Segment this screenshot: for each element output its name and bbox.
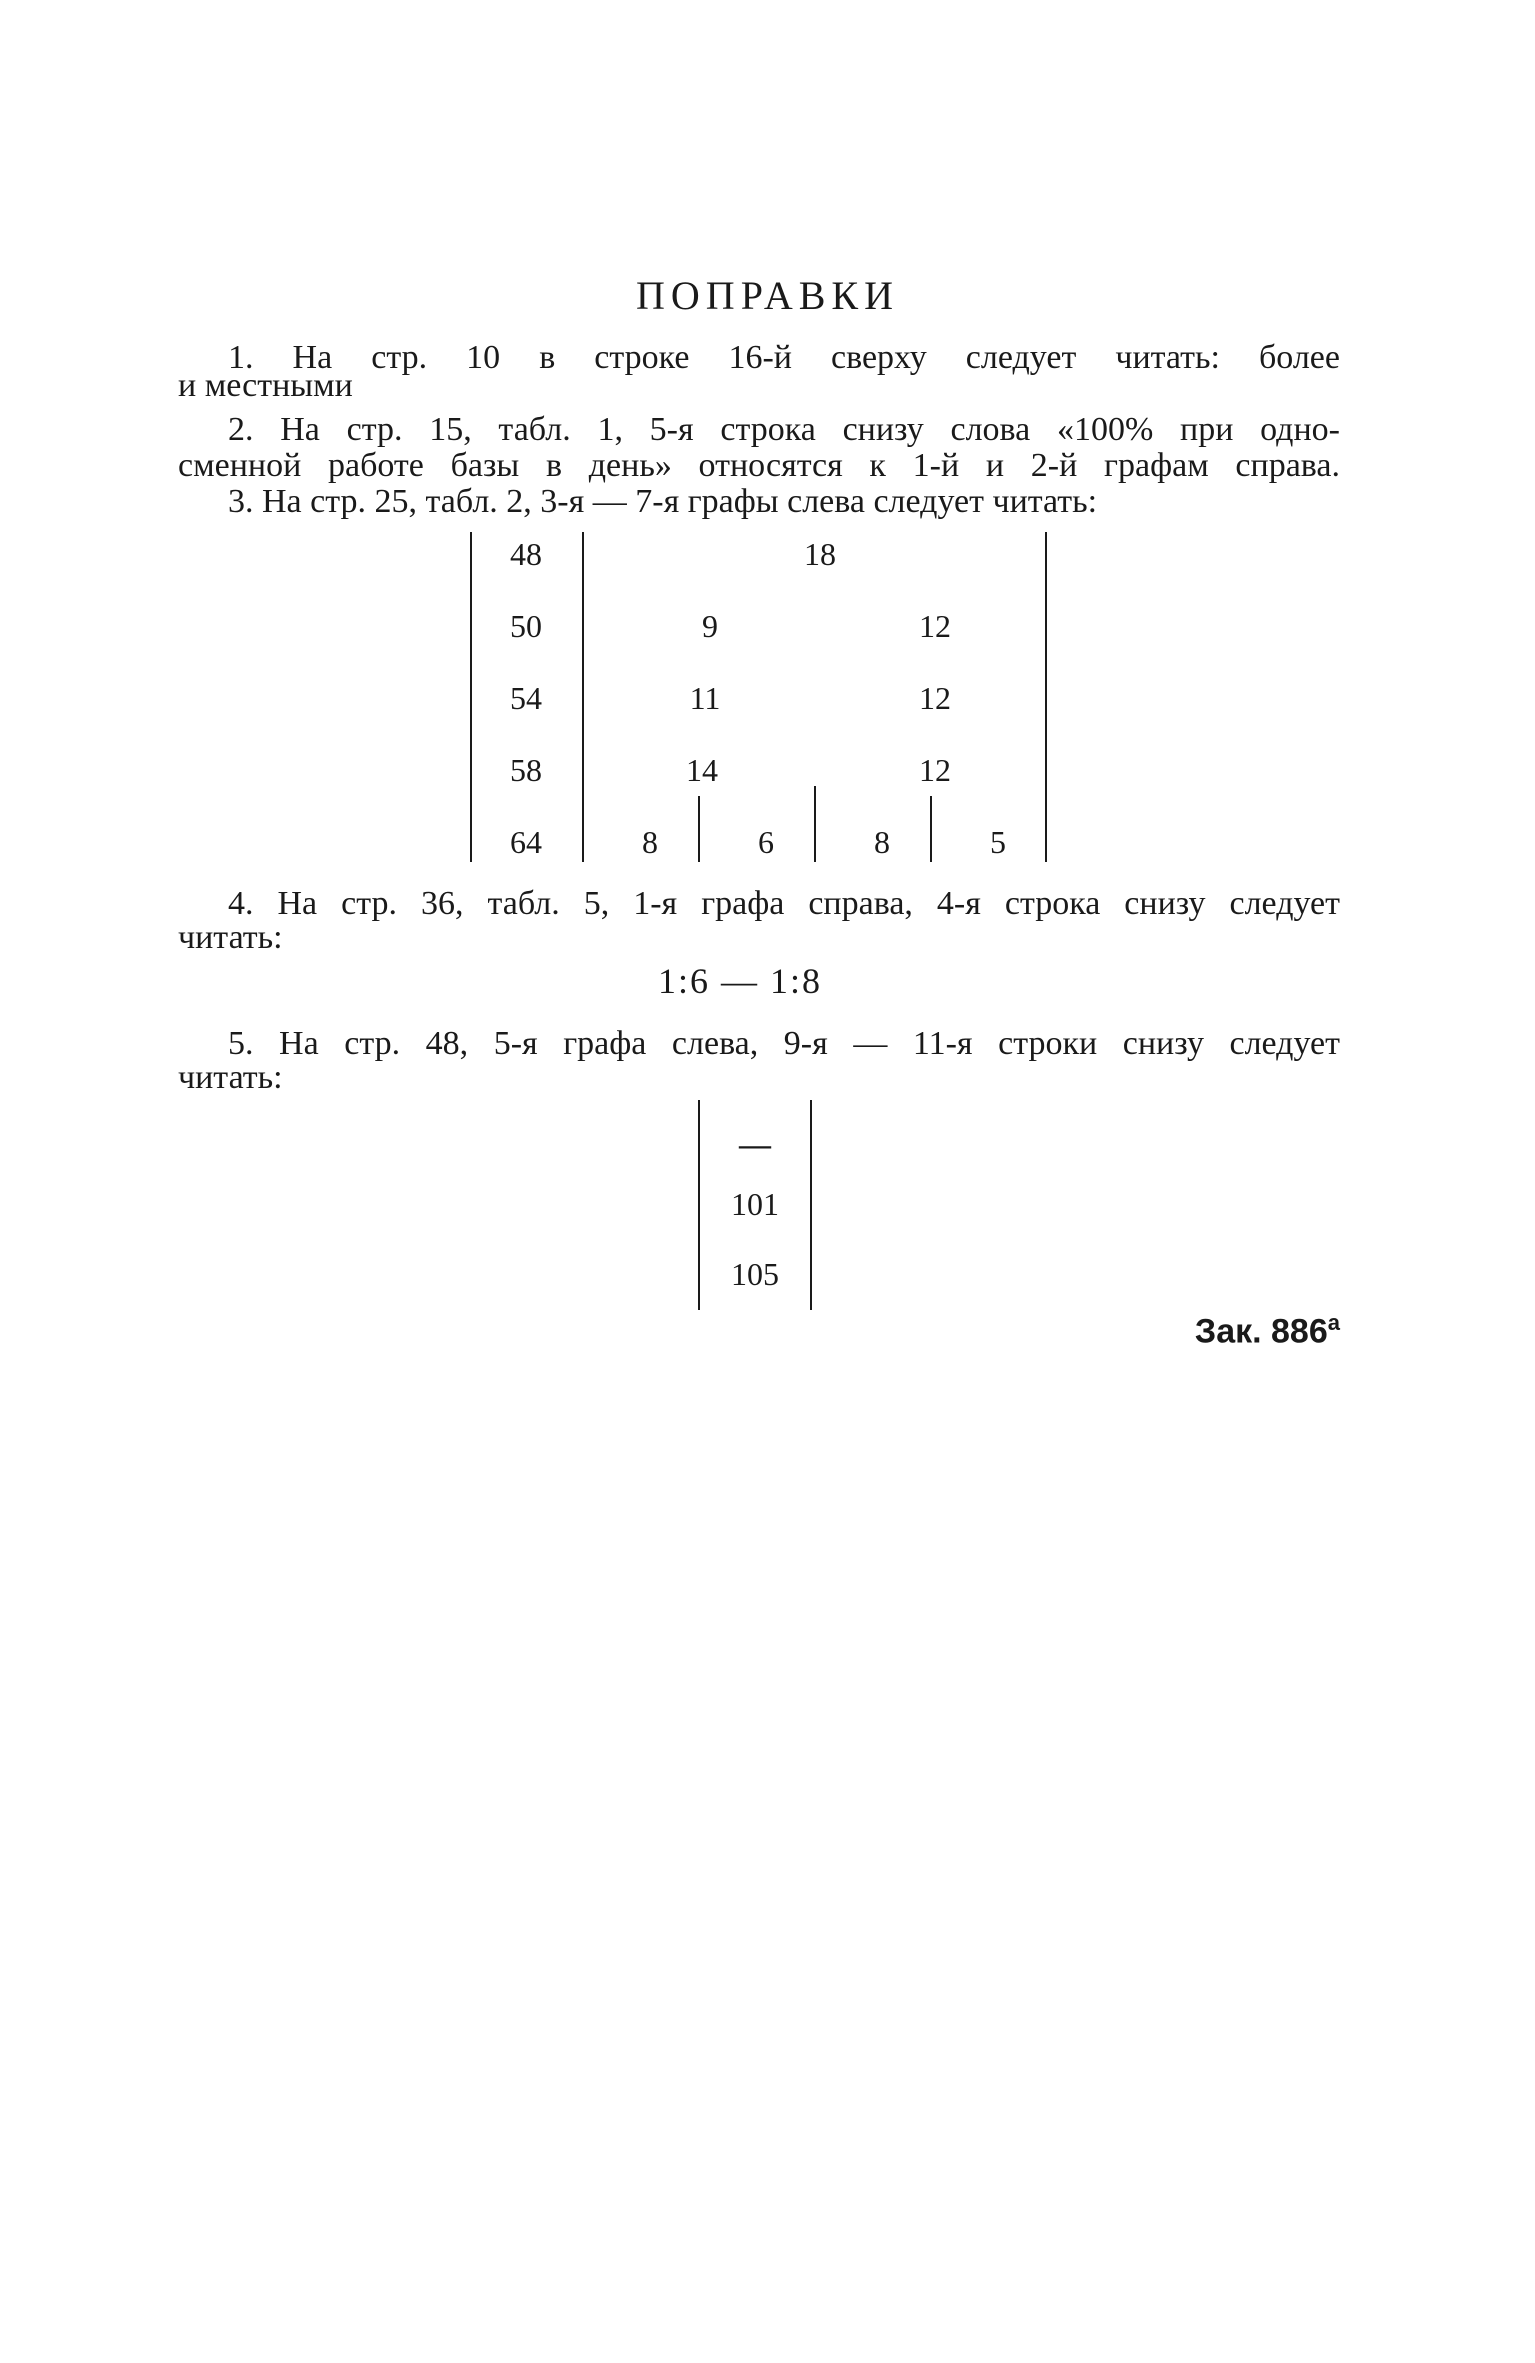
item-4-line-1: 4. На стр. 36, табл. 5, 1-я графа справа, 4-я строка снизу следует bbox=[228, 885, 1340, 922]
table-1-cell: 8 bbox=[874, 824, 890, 860]
table-1-cell: 14 bbox=[686, 752, 718, 788]
table-1-cell: 58 bbox=[510, 752, 542, 788]
order-number-text: Зак. 886 bbox=[1194, 1312, 1328, 1351]
correction-item-1 bbox=[178, 340, 1340, 404]
item-1-line-1: 1. На стр. 10 в строке 16-й сверху следует читать: более bbox=[228, 339, 1340, 376]
correction-item-3 bbox=[178, 484, 1340, 520]
table-1-cell: 11 bbox=[689, 680, 721, 716]
table-1-cell: 54 bbox=[510, 680, 542, 716]
correction-item-4 bbox=[178, 886, 1340, 956]
correction-table-1 bbox=[470, 532, 1050, 862]
table-2-cell: 105 bbox=[731, 1256, 779, 1292]
table-1-cell: 8 bbox=[642, 824, 658, 860]
item-2-line-2: сменной работе базы в день» относятся к 1-й и 2-й графам справа. bbox=[178, 447, 1340, 484]
table-1-right-border bbox=[1045, 532, 1047, 862]
item-3-line-1: 3. На стр. 25, табл. 2, 3-я — 7-я графы слева следует читать: bbox=[228, 483, 1098, 520]
table-1-divider-3 bbox=[814, 786, 816, 862]
item-2-line-1: 2. На стр. 15, табл. 1, 5-я строка снизу слова «100% при одно- bbox=[228, 411, 1340, 448]
table-1-cell: 12 bbox=[919, 680, 951, 716]
correction-item-5 bbox=[178, 1026, 1340, 1096]
ratio-formula: 1:6 — 1:8 bbox=[657, 961, 822, 1001]
table-1-cell: 9 bbox=[702, 608, 718, 644]
table-1-cell: 12 bbox=[919, 608, 951, 644]
table-2-cell: — bbox=[739, 1126, 771, 1162]
table-1-cell: 6 bbox=[758, 824, 774, 860]
table-1-cell: 48 bbox=[510, 536, 542, 572]
table-1-cell: 18 bbox=[804, 536, 836, 572]
table-1-left-border bbox=[470, 532, 472, 862]
table-1-divider-2 bbox=[698, 796, 700, 862]
table-2-cell: 101 bbox=[731, 1186, 779, 1222]
item-5-line-1: 5. На стр. 48, 5-я графа слева, 9-я — 11-я строки снизу следует bbox=[228, 1025, 1340, 1062]
table-2-left-border bbox=[698, 1100, 700, 1310]
item-5-line-2: читать: bbox=[178, 1059, 283, 1096]
item-1-line-2: и местными bbox=[178, 367, 353, 404]
table-1-cell: 50 bbox=[510, 608, 542, 644]
table-1-cell: 12 bbox=[919, 752, 951, 788]
table-1-cell: 64 bbox=[510, 824, 542, 860]
table-1-divider-1 bbox=[582, 532, 584, 862]
order-number-suffix: а bbox=[1327, 1310, 1340, 1335]
table-1-divider-4 bbox=[930, 796, 932, 862]
table-2-right-border bbox=[810, 1100, 812, 1310]
table-1-cell: 5 bbox=[990, 824, 1006, 860]
correction-table-2 bbox=[695, 1100, 815, 1310]
order-number bbox=[1195, 1310, 1340, 1351]
correction-item-2 bbox=[178, 412, 1340, 484]
item-4-line-2: читать: bbox=[178, 919, 283, 956]
page-title: ПОПРАВКИ bbox=[636, 273, 899, 318]
